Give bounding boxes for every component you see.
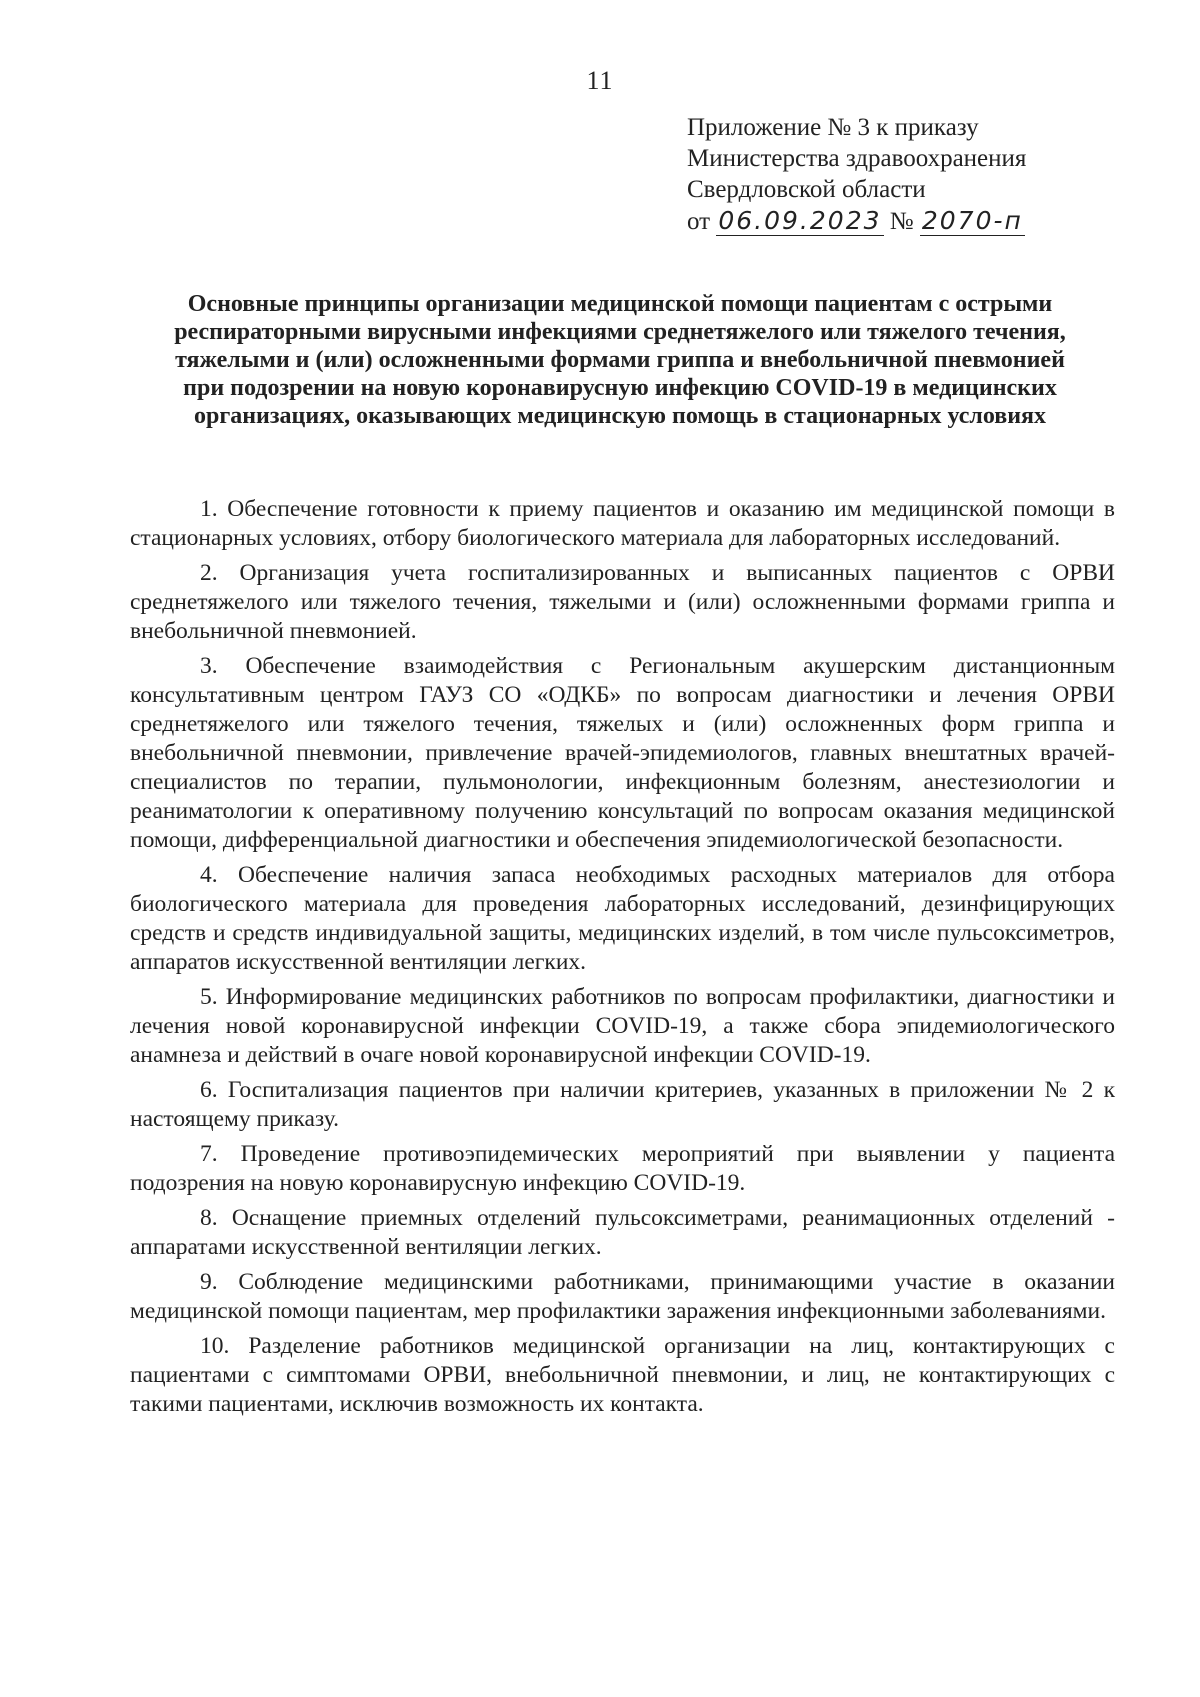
list-item-6: 6. Госпитализация пациентов при наличии критериев, указанных в приложении № 2 к настоящему приказу.	[130, 1077, 1115, 1132]
list-item-3: 3. Обеспечение взаимодействия с Региональным акушерским дистанционным консультативным центром ГАУЗ СО «ОДКБ» по вопросам диагностики и лечения ОРВИ среднетяжелого или тяжелого течения, тяжелых и (или) осложненных форм гриппа и внебольничной пневмонии, привлечение врачей-эпидемиологов, главных внештатных врачей-специалистов по терапии, пульмонологии, инфекционным болезням, анестезиологии и реаниматологии к оперативному получению консультаций по вопросам оказания медицинской помощи, дифференциальной диагностики и обеспечения эпидемиологической безопасности.	[130, 653, 1115, 853]
handwritten-order-number: 2070-п	[921, 206, 1023, 235]
document-title	[130, 290, 1110, 430]
appendix-header-date-line	[687, 205, 1127, 237]
title-line-1: Основные принципы организации медицинской помощи пациентам с острыми	[187, 291, 1053, 317]
list-item-2: 2. Организация учета госпитализированных и выписанных пациентов с ОРВИ среднетяжелого или тяжелого течения, тяжелыми и (или) осложненными формами гриппа и внебольничной пневмонией.	[130, 560, 1115, 644]
date-prefix: от	[687, 208, 711, 235]
page-number: 11	[586, 66, 614, 95]
list-item-9: 9. Соблюдение медицинскими работниками, принимающими участие в оказании медицинской помощи пациентам, мер профилактики заражения инфекционными заболеваниями.	[130, 1269, 1115, 1324]
title-line-5: организациях, оказывающих медицинскую помощь в стационарных условиях	[193, 403, 1047, 429]
list-item-4: 4. Обеспечение наличия запаса необходимых расходных материалов для отбора биологического материала для проведения лабораторных исследований, дезинфицирующих средств и средств индивидуальной защиты, медицинских изделий, в том числе пульсоксиметров, аппаратов искусственной вентиляции легких.	[130, 862, 1115, 975]
number-prefix: №	[889, 208, 914, 235]
appendix-header	[687, 112, 1127, 237]
list-item-1: 1. Обеспечение готовности к приему пациентов и оказанию им медицинской помощи в стационарных условиях, отбору биологического материала для лабораторных исследований.	[130, 496, 1115, 551]
appendix-header-line-2: Министерства здравоохранения	[687, 145, 1027, 172]
appendix-header-line-1: Приложение № 3 к приказу	[687, 114, 979, 141]
title-line-3: тяжелыми и (или) осложненными формами гриппа и внебольничной пневмонией	[175, 347, 1065, 373]
list-item-7: 7. Проведение противоэпидемических мероприятий при выявлении у пациента подозрения на новую коронавирусную инфекцию COVID-19.	[130, 1141, 1115, 1196]
list-item-8: 8. Оснащение приемных отделений пульсоксиметрами, реанимационных отделений - аппаратами искусственной вентиляции легких.	[130, 1205, 1115, 1260]
title-line-2: респираторными вирусными инфекциями среднетяжелого или тяжелого течения,	[174, 319, 1066, 345]
document-body	[130, 495, 1115, 1425]
title-line-4: при подозрении на новую коронавирусную инфекцию COVID-19 в медицинских	[183, 375, 1057, 401]
appendix-header-line-3: Свердловской области	[687, 176, 926, 203]
handwritten-date: 06.09.2023	[718, 206, 882, 235]
list-item-10: 10. Разделение работников медицинской организации на лиц, контактирующих с пациентами с симптомами ОРВИ, внебольничной пневмонии, и лиц, не контактирующих с такими пациентами, исключив возможность их контакта.	[130, 1333, 1115, 1417]
list-item-5: 5. Информирование медицинских работников по вопросам профилактики, диагностики и лечения новой коронавирусной инфекции COVID-19, а также сбора эпидемиологического анамнеза и действий в очаге новой коронавирусной инфекции COVID-19.	[130, 984, 1115, 1068]
